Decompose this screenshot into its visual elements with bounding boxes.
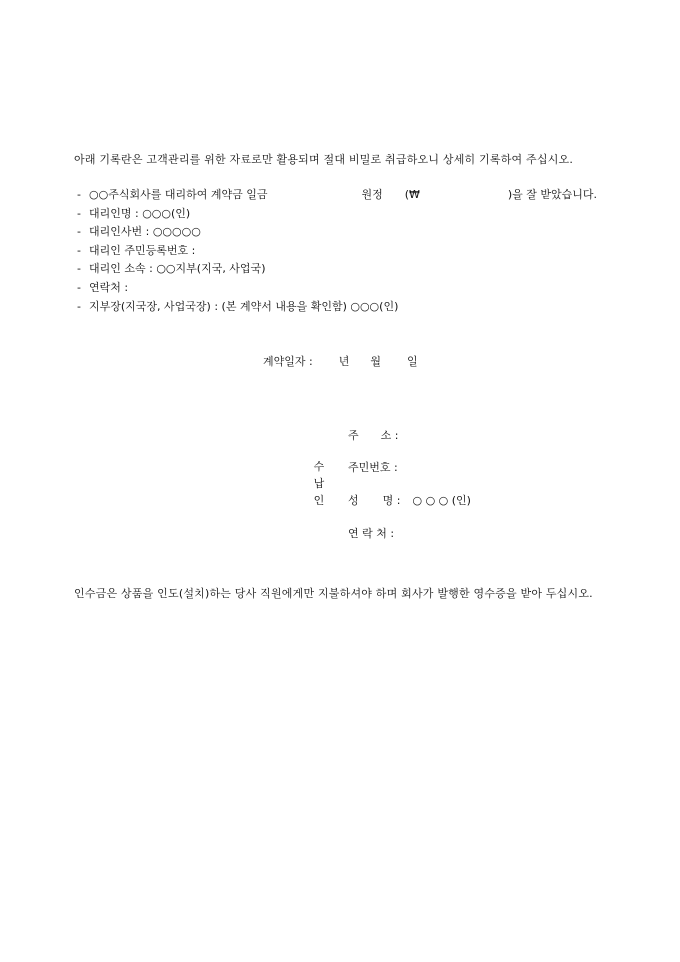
agent-employee-number: 대리인사번 : ○○○○○ <box>89 225 201 239</box>
contract-date-year: 년 <box>338 355 350 368</box>
list-item <box>77 298 597 317</box>
list-item <box>77 242 597 261</box>
list-dash: - <box>77 299 81 313</box>
intro-notice: 아래 기록란은 고객관리를 위한 자료로만 활용되며 절대 비밀로 취급하오니 상세히 기록하여 주십시오. <box>74 153 574 166</box>
contract-date <box>263 353 418 369</box>
deposit-statement: ○○주식회사를 대리하여 계약금 일금 <box>89 188 268 201</box>
agent-contact: 연락처 : <box>89 280 129 294</box>
payer-address-label-b: 소 : <box>380 429 399 442</box>
payer-vertical-char: 납 <box>313 477 325 490</box>
payer-name-label-a: 성 <box>348 494 359 507</box>
payer-address-label-a: 주 <box>348 429 359 442</box>
list-dash: - <box>77 206 81 220</box>
contract-date-label: 계약일자 : <box>263 355 313 368</box>
payer-id-number: 주민번호 : <box>348 461 398 474</box>
branch-manager-confirmation: 지부장(지국장, 사업국장) : (본 계약서 내용을 확인함) ○○○(인) <box>89 299 399 313</box>
list-item <box>77 205 597 224</box>
list-item <box>77 186 597 205</box>
list-item <box>77 279 597 298</box>
receipt-details-list <box>77 186 597 316</box>
list-item <box>77 223 597 242</box>
payer-address <box>348 427 398 443</box>
payer-name-label-b: 명 : <box>382 494 401 507</box>
list-dash: - <box>77 225 81 239</box>
agent-resident-number: 대리인 주민등록번호 : <box>89 243 196 257</box>
list-dash: - <box>77 243 81 257</box>
agent-affiliation: 대리인 소속 : ○○지부(지국, 사업국) <box>89 262 266 276</box>
payer-name <box>348 492 471 508</box>
contract-date-day: 일 <box>407 355 418 368</box>
payer-vertical-char: 수 <box>313 460 325 473</box>
payer-contact: 연 락 처 : <box>348 527 395 540</box>
amount-symbol: (₩ <box>404 188 420 201</box>
payer-name-value: ○ ○ ○ (인) <box>412 494 471 507</box>
list-item <box>77 260 597 279</box>
list-dash: - <box>77 188 81 201</box>
contract-date-month: 월 <box>370 355 381 368</box>
list-dash: - <box>77 262 81 276</box>
amount-won-label: 원정 <box>361 188 383 201</box>
received-statement: )을 잘 받았습니다. <box>507 188 598 201</box>
footer-notice: 인수금은 상품을 인도(설치)하는 당사 직원에게만 지불하셔야 하며 회사가 발행한 영수증을 받아 두십시오. <box>74 587 593 600</box>
agent-name: 대리인명 : ○○○(인) <box>89 206 191 220</box>
payer-vertical-char: 인 <box>313 494 325 507</box>
list-dash: - <box>77 280 81 294</box>
payer-vertical-label <box>313 458 325 509</box>
